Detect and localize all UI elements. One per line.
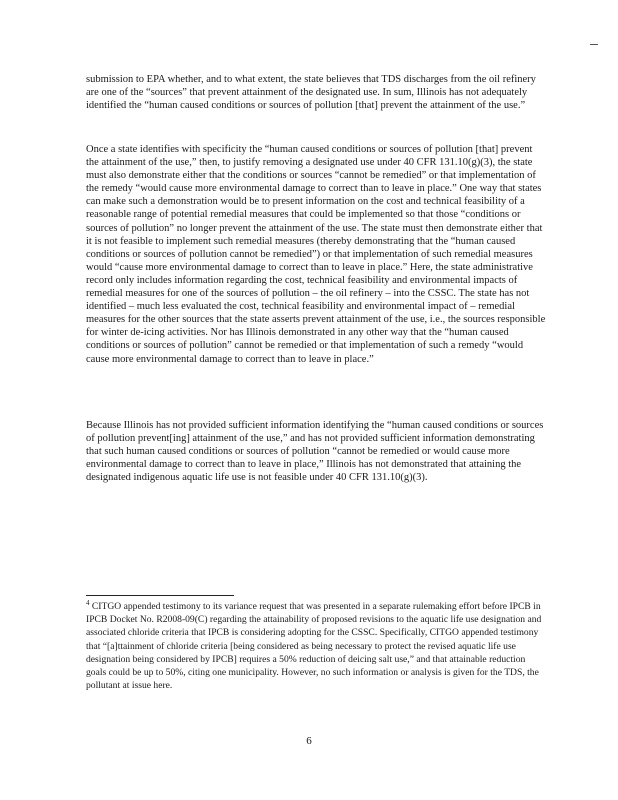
- footnote-mark: 4: [86, 598, 90, 607]
- corner-mark: [590, 44, 598, 45]
- paragraph-3: Because Illinois has not provided sufficient information identifying the “human caused conditions or sources of pollution prevent[ing] attainment of the use,” and has not provided sufficient information demonstrating that such human caused conditions or sources of pollution “cannot be remedied or would cause more environmental damage to correct than to leave in place,” Illinois has not demonstrated that attaining the designated indigenous aquatic life use is not feasible under 40 CFR 131.10(g)(3).: [86, 420, 544, 484]
- paragraph-2: Once a state identifies with specificity the “human caused conditions or sources of pollution [that] prevent the attainment of the use,” then, to justify removing a designated use under 40 CFR 131.10(g)(3), the state must also demonstrate either that the conditions or sources “cannot be remedied” or that implementation of the remedy “would cause more environmental damage to correct than to leave in place.” One way that states can make such a demonstration would be to present information on the cost and technical feasibility of a reasonable range of potential remedial measures that could be implemented so that those “conditions or sources of pollution” no longer prevent the attainment of the use. The state must then demonstrate either that it is not feasible to implement such remedial measures (thereby demonstrating that the “human caused conditions or sources of pollution cannot be remedied”) or that implementation of such remedial measures would “cause more environmental damage to correct than to leave in place.” Here, the state administrative record only includes information regarding the cost, technical feasibility and environmental impacts of remedial measures for one of the sources of pollution – the oil refinery – into the CSSC. The state has not identified – much less evaluated the cost, technical feasibility and environmental impact of – remedial measures for the other sources that the state asserts prevent attainment of the use, i.e., the sources responsible for winter de-icing activities. Nor has Illinois demonstrated in any other way that the “human caused conditions or sources of pollution” cannot be remedied or that implementation of such a remedy “would cause more environmental damage to correct than to leave in place.”: [86, 144, 546, 365]
- paragraph-1: submission to EPA whether, and to what extent, the state believes that TDS discharges from the oil refinery are one of the “sources” that prevent attainment of the designated use. In sum, Illinois has not adequately identified the “human caused conditions or sources of pollution [that] prevent the attainment of the use.”: [86, 74, 536, 112]
- footnote-text: CITGO appended testimony to its variance request that was presented in a separate rulemaking effort before IPCB in IPCB Docket No. R2008-09(C) regarding the attainability of proposed revisions to the aquatic life use designation and associated chloride criteria that IPCB is considering adopting for the CSSC. Specifically, CITGO appended testimony that “[a]ttainment of chloride criteria [being considered as being necessary to protect the revised aquatic life use designation being considered by IPCB] requires a 50% reduction of deicing salt use,” and that attainable reduction goals could be up to 50%, citing one municipality. However, no such information or analysis is given for the TDS, the pollutant at issue here.: [86, 601, 542, 692]
- footnote: [86, 600, 546, 692]
- footnote-separator: [86, 595, 234, 596]
- page-number: 6: [306, 735, 312, 747]
